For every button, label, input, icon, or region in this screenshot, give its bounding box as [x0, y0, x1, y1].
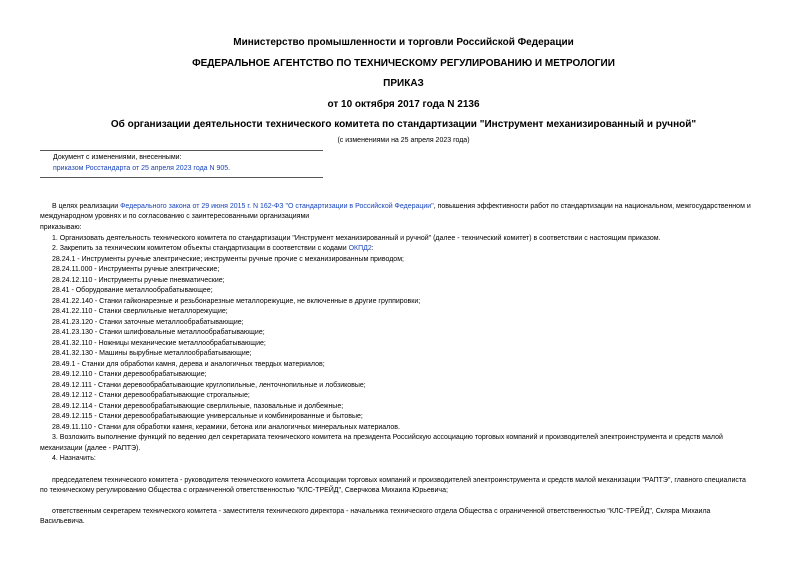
code-line: 28.49.12.114 - Станки деревообрабатывающие сверлильные, пазовальные и долбежные;: [52, 403, 344, 410]
code-line: 28.41 - Оборудование металлообрабатывающее;: [52, 287, 213, 294]
code-line: 28.49.12.110 - Станки деревообрабатывающие;: [52, 371, 207, 378]
code-line: 28.49.11.110 - Станки для обработки камня, керамики, бетона или аналогичных минеральных материалов.: [52, 424, 400, 431]
amend-link[interactable]: приказом Росстандарта от 25 апреля 2023 года N 905.: [53, 165, 231, 172]
item-2: [52, 245, 374, 252]
law-link[interactable]: Федерального закона от 29 июня 2015 г. N 162-ФЗ "О стандартизации в Российской Федерации": [120, 203, 434, 210]
preamble-line-1: [52, 203, 751, 210]
code-line: 28.24.11.000 - Инструменты ручные электрические;: [52, 266, 220, 273]
ministry-heading: Министерство промышленности и торговли Российской Федерации: [233, 37, 574, 48]
amend-box-bottom-rule: [40, 177, 323, 178]
code-line: 28.49.12.111 - Станки деревообрабатывающие круглопильные, ленточнопильные и лобзиковые;: [52, 382, 366, 389]
code-line: 28.41.32.130 - Машины вырубные металлообрабатывающие;: [52, 350, 252, 357]
code-line: 28.24.12.110 - Инструменты ручные пневматические;: [52, 277, 225, 284]
order-word: приказываю:: [40, 224, 82, 231]
okpd2-link[interactable]: ОКПД2: [348, 245, 372, 252]
item-3-line-2: механизации (далее - РАПТЭ).: [40, 445, 141, 452]
date-number-heading: от 10 октября 2017 года N 2136: [327, 99, 480, 110]
code-line: 28.24.1 - Инструменты ручные электрические; инструменты ручные прочие с механизированным приводом;: [52, 256, 404, 263]
code-line: 28.41.23.130 - Станки шлифовальные металлообрабатывающие;: [52, 329, 265, 336]
amend-box-top-rule: [40, 150, 323, 151]
preamble-text-1: В целях реализации: [52, 203, 121, 210]
changes-note: (с изменениями на 25 апреля 2023 года): [337, 137, 470, 144]
chair-line-2: по техническому регулированию Общества с ограниченной ответственностью "КЛС-ТРЕЙД", Сверчкова Михаила Юрьевича;: [40, 487, 448, 494]
secretary-line-2: Васильевича.: [40, 518, 85, 525]
preamble-line-2: международном уровнях и по согласованию с заинтересованными организациями: [40, 213, 310, 220]
preamble-text-2: , повышения эффективности работ по стандартизации на национальном, межгосударственном и: [433, 203, 751, 210]
item-3-line-1: 3. Возложить выполнение функций по ведению дел секретариата технического комитета на президента Российскую ассоциацию торговых компаний и производителей электроинструмента и средств малой: [52, 434, 723, 441]
code-line: 28.41.22.140 - Станки гайконарезные и резьбонарезные металлорежущие, не включенные в другие группировки;: [52, 298, 421, 305]
item-1: 1. Организовать деятельность технического комитета по стандартизации "Инструмент механизированный и ручной" (далее - технический комитет) в соответствии с настоящим приказом.: [52, 235, 661, 242]
code-line: 28.41.23.120 - Станки заточные металлообрабатывающие;: [52, 319, 244, 326]
code-line: 28.41.32.110 - Ножницы механические металлообрабатывающие;: [52, 340, 266, 347]
item-4: 4. Назначить:: [52, 455, 96, 462]
agency-heading: ФЕДЕРАЛЬНОЕ АГЕНТСТВО ПО ТЕХНИЧЕСКОМУ РЕГУЛИРОВАНИЮ И МЕТРОЛОГИИ: [192, 58, 615, 69]
code-line: 28.49.12.115 - Станки деревообрабатывающие универсальные и комбинированные и бытовые;: [52, 413, 363, 420]
document-title: Об организации деятельности технического комитета по стандартизации "Инструмент механизированный и ручной": [110, 119, 697, 130]
amend-box-label: Документ с изменениями, внесенными:: [53, 154, 182, 161]
code-line: 28.49.12.112 - Станки деревообрабатывающие строгальные;: [52, 392, 250, 399]
chair-line-1: председателем технического комитета - руководителя технического комитета Ассоциации торговых компаний и производителей электроинструмента и средств малой механизации "РАПТЭ", главного специалиста: [52, 477, 746, 484]
doc-type-heading: ПРИКАЗ: [383, 78, 424, 89]
item-2-colon: :: [371, 245, 374, 252]
code-line: 28.49.1 - Станки для обработки камня, дерева и аналогичных твердых материалов;: [52, 361, 325, 368]
code-line: 28.41.22.110 - Станки сверлильные металлорежущие;: [52, 308, 228, 315]
secretary-line-1: ответственным секретарем технического комитета - заместителя технического директора - начальника технического отдела Общества с ограниченной ответственностью "КЛС-ТРЕЙД", Скляра Михаила: [52, 508, 711, 515]
item-2-text: 2. Закрепить за техническим комитетом объекты стандартизации в соответствии с кодами: [52, 245, 349, 252]
